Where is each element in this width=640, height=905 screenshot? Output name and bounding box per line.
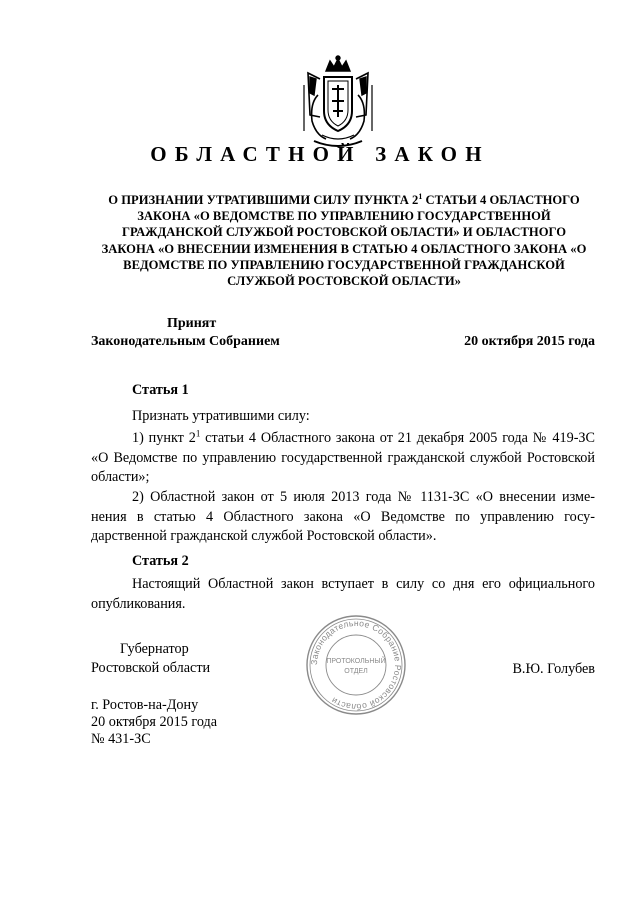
adopted-label: Принят <box>167 316 217 331</box>
footer-city: г. Ростов-на-Дону <box>91 697 199 713</box>
article-1-heading: Статья 1 <box>132 382 189 398</box>
adoption-date: 20 октября 2015 года <box>464 334 595 349</box>
seal-stamp-icon <box>305 614 407 716</box>
coat-of-arms-icon <box>296 55 380 153</box>
adopted-by-label: Законодательным Собранием <box>91 334 280 349</box>
governor-title: Губернатор Ростовской области <box>91 641 211 676</box>
svg-text:Законодательное Собрание Росто: Законодательное Собрание Ростовской области <box>308 617 404 713</box>
footer-date: 20 октября 2015 года <box>91 713 218 730</box>
article-1-item-1: 1) пункт $2^1$ статьи 4 Областного закона от 21 декабря 2005 года № 419-ЗС «О Ведомстве по управлению государственной гражданской службой Ростовской области»; <box>91 428 595 485</box>
article-1-intro: Признать утратившими силу: <box>132 408 310 424</box>
law-subtitle: О ПРИЗНАНИИ УТРАТИВШИМИ СИЛУ ПУНКТА $2^1$ СТАТЬИ 4 ОБЛАСТНОГО ЗАКОНА «О ВЕДОМСТВЕ ПО УПРАВЛЕНИЮ ГОСУДАРСТВЕННОЙ ГРАЖДАНСКОЙ СЛУЖБОЙ РОСТОВСКОЙ ОБЛАСТИ» И ОБЛАСТНОГО ЗАКОНА «О ВНЕСЕНИИ ИЗМЕНЕНИЯ В СТАТЬЮ 4 ОБЛАСТНОГО ЗАКОНА «О ВЕДОМСТВЕ ПО УПРАВЛЕНИЮ ГОСУДАРСТВЕННОЙ ГРАЖДАНСКОЙ СЛУЖБОЙ РОСТОВСКОЙ ОБЛАСТИ» <box>101 191 587 289</box>
svg-text:ПРОТОКОЛЬНЫЙ: ПРОТОКОЛЬНЫЙ <box>326 658 386 665</box>
document-footer <box>91 697 217 747</box>
law-title: ОБЛАСТНОЙ ЗАКОН <box>150 142 490 166</box>
law-number: № 431-ЗС <box>91 730 151 747</box>
governor-name: В.Ю. Голубев <box>512 661 595 677</box>
article-2-text: Настоящий Областной закон вступает в силу со дня его официального опубликования. <box>91 576 595 612</box>
article-1-item-2: 2) Областной закон от 5 июля 2013 года № 1131-ЗС «О внесении изме- нения в статью 4 Областного закона «О Ведомстве по управлению госу- дарственной гражданской службой Ростовской области». <box>91 489 595 544</box>
article-2-heading: Статья 2 <box>132 553 189 569</box>
svg-text:ОТДЕЛ: ОТДЕЛ <box>344 668 368 675</box>
